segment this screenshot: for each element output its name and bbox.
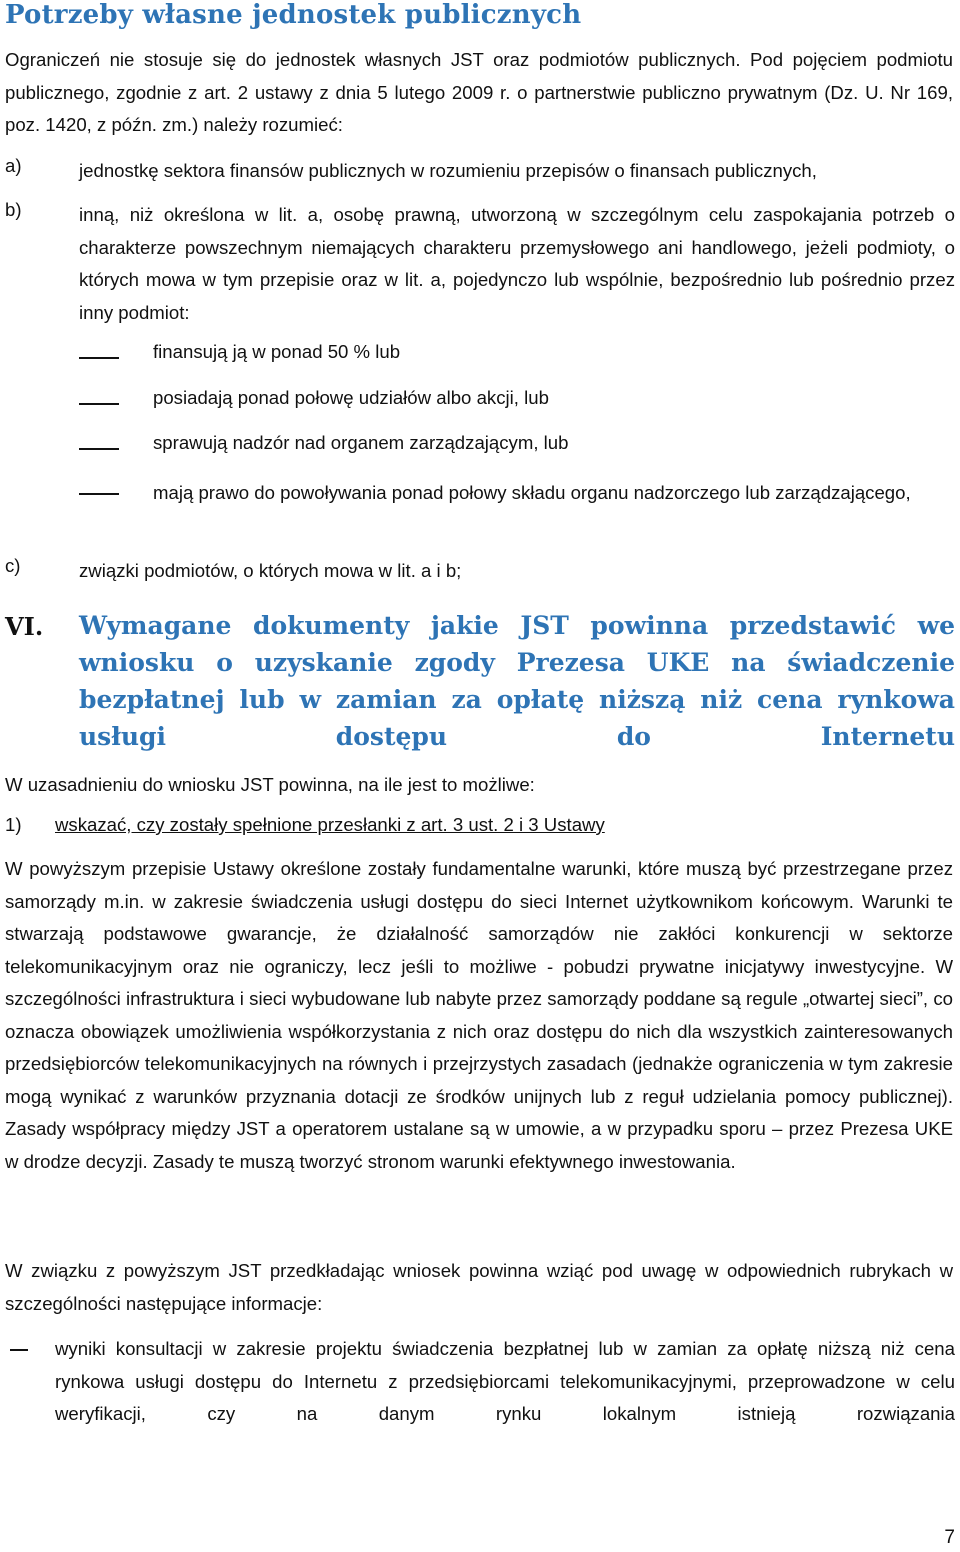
dash-marker — [79, 448, 119, 450]
item-a-text: jednostkę sektora finansów publicznych w rozumieniu przepisów o finansach publicznych, — [79, 160, 817, 181]
page-number: 7 — [944, 1527, 955, 1548]
b-sub-item-1: finansują ją w ponad 50 % lub — [153, 341, 401, 362]
dash-marker — [79, 403, 119, 405]
section-heading: Potrzeby własne jednostek publicznych — [5, 0, 582, 30]
bullet-dash — [10, 1349, 28, 1351]
item-c-label: c) — [5, 555, 21, 576]
item-a-label: a) — [5, 155, 22, 176]
b-sub-item-4: mają prawo do powoływania ponad połowy składu organu nadzorczego lub zarządzającego, — [153, 482, 911, 503]
section-number: VI. — [5, 612, 44, 641]
item-b-text: inną, niż określona w lit. a, osobę prawną, utworzoną w szczególnym celu zaspokajania potrzeb o charakterze powszechnym niemających charakteru przemysłowego ani handlowego, jeżeli podmioty, o których mowa w tym przepisie oraz w lit. a, pojedynczo lub wspólnie, bezpośrednio lub pośrednio przez inny podmiot: — [79, 204, 955, 323]
point-1-label: 1) — [5, 814, 22, 835]
dash-marker — [79, 357, 119, 359]
intro-paragraph: Ograniczeń nie stosuje się do jednostek własnych JST oraz podmiotów publicznych. Pod pojęciem podmiotu publicznego, zgodnie z art. 2 ustawy z dnia 5 lutego 2009 r. o partnerstwie publiczno prywatnym (Dz. U. Nr 169, poz. 1420, z późn. zm.) należy rozumieć: — [5, 49, 953, 135]
b-sub-item-2: posiadają ponad połowę udziałów albo akcji, lub — [153, 387, 549, 408]
paragraph-2: W związku z powyższym JST przedkładając wniosek powinna wziąć pod uwagę w odpowiednich rubrykach w szczególności następujące informacje: — [5, 1260, 953, 1314]
item-b-label: b) — [5, 199, 22, 220]
section-title: Wymagane dokumenty jakie JST powinna przedstawić we wniosku o uzyskanie zgody Prezesa UKE na świadczenie bezpłatnej lub w zamian za opłatę niższą niż cena rynkowa usługi dostępu do Internetu — [79, 611, 955, 751]
b-sub-item-3: sprawują nadzór nad organem zarządzającym, lub — [153, 432, 569, 453]
point-1-text: wskazać, czy zostały spełnione przesłanki z art. 3 ust. 2 i 3 Ustawy — [55, 814, 605, 835]
justification-intro: W uzasadnieniu do wniosku JST powinna, na ile jest to możliwe: — [5, 774, 535, 795]
paragraph-1: W powyższym przepisie Ustawy określone zostały fundamentalne warunki, które muszą być przestrzegane przez samorządy m.in. w zakresie świadczenia usługi dostępu do sieci Internet użytkownikom końcowym. Warunki te stwarzają podstawowe gwarancje, że działalność samorządów nie zakłóci konkurencji w sektorze telekomunikacyjnym oraz nie ograniczy, lecz jeśli to możliwe - pobudzi prywatne inicjatywy inwestycyjne. W szczególności infrastruktura i sieci wybudowane lub nabyte przez samorządy poddane są regule „otwartej sieci”, co oznacza obowiązek umożliwienia współkorzystania z nich oraz dostępu do nich dla wszystkich zainteresowanych przedsiębiorców telekomunikacyjnych na równych i przejrzystych zasadach (jednakże ograniczenia w tym zakresie mogą wynikać z warunków przyznania dotacji ze środków unijnych lub z reguł udzielania pomocy publicznej). Zasady współpracy między JST a operatorem ustalane są w umowie, a w przypadku sporu – przez Prezesa UKE w drodze decyzji. Zasady te muszą tworzyć stronom warunki efektywnego inwestowania. — [5, 858, 953, 1172]
bullet-1-text: wyniki konsultacji w zakresie projektu świadczenia bezpłatnej lub w zamian za opłatę niższą niż cena rynkowa usługi dostępu do Internetu z przedsiębiorcami telekomunikacyjnymi, przeprowadzone w celu weryfikacji, czy na danym rynku lokalnym istnieją rozwiązania — [55, 1338, 955, 1424]
item-c-text: związki podmiotów, o których mowa w lit. a i b; — [79, 560, 462, 581]
